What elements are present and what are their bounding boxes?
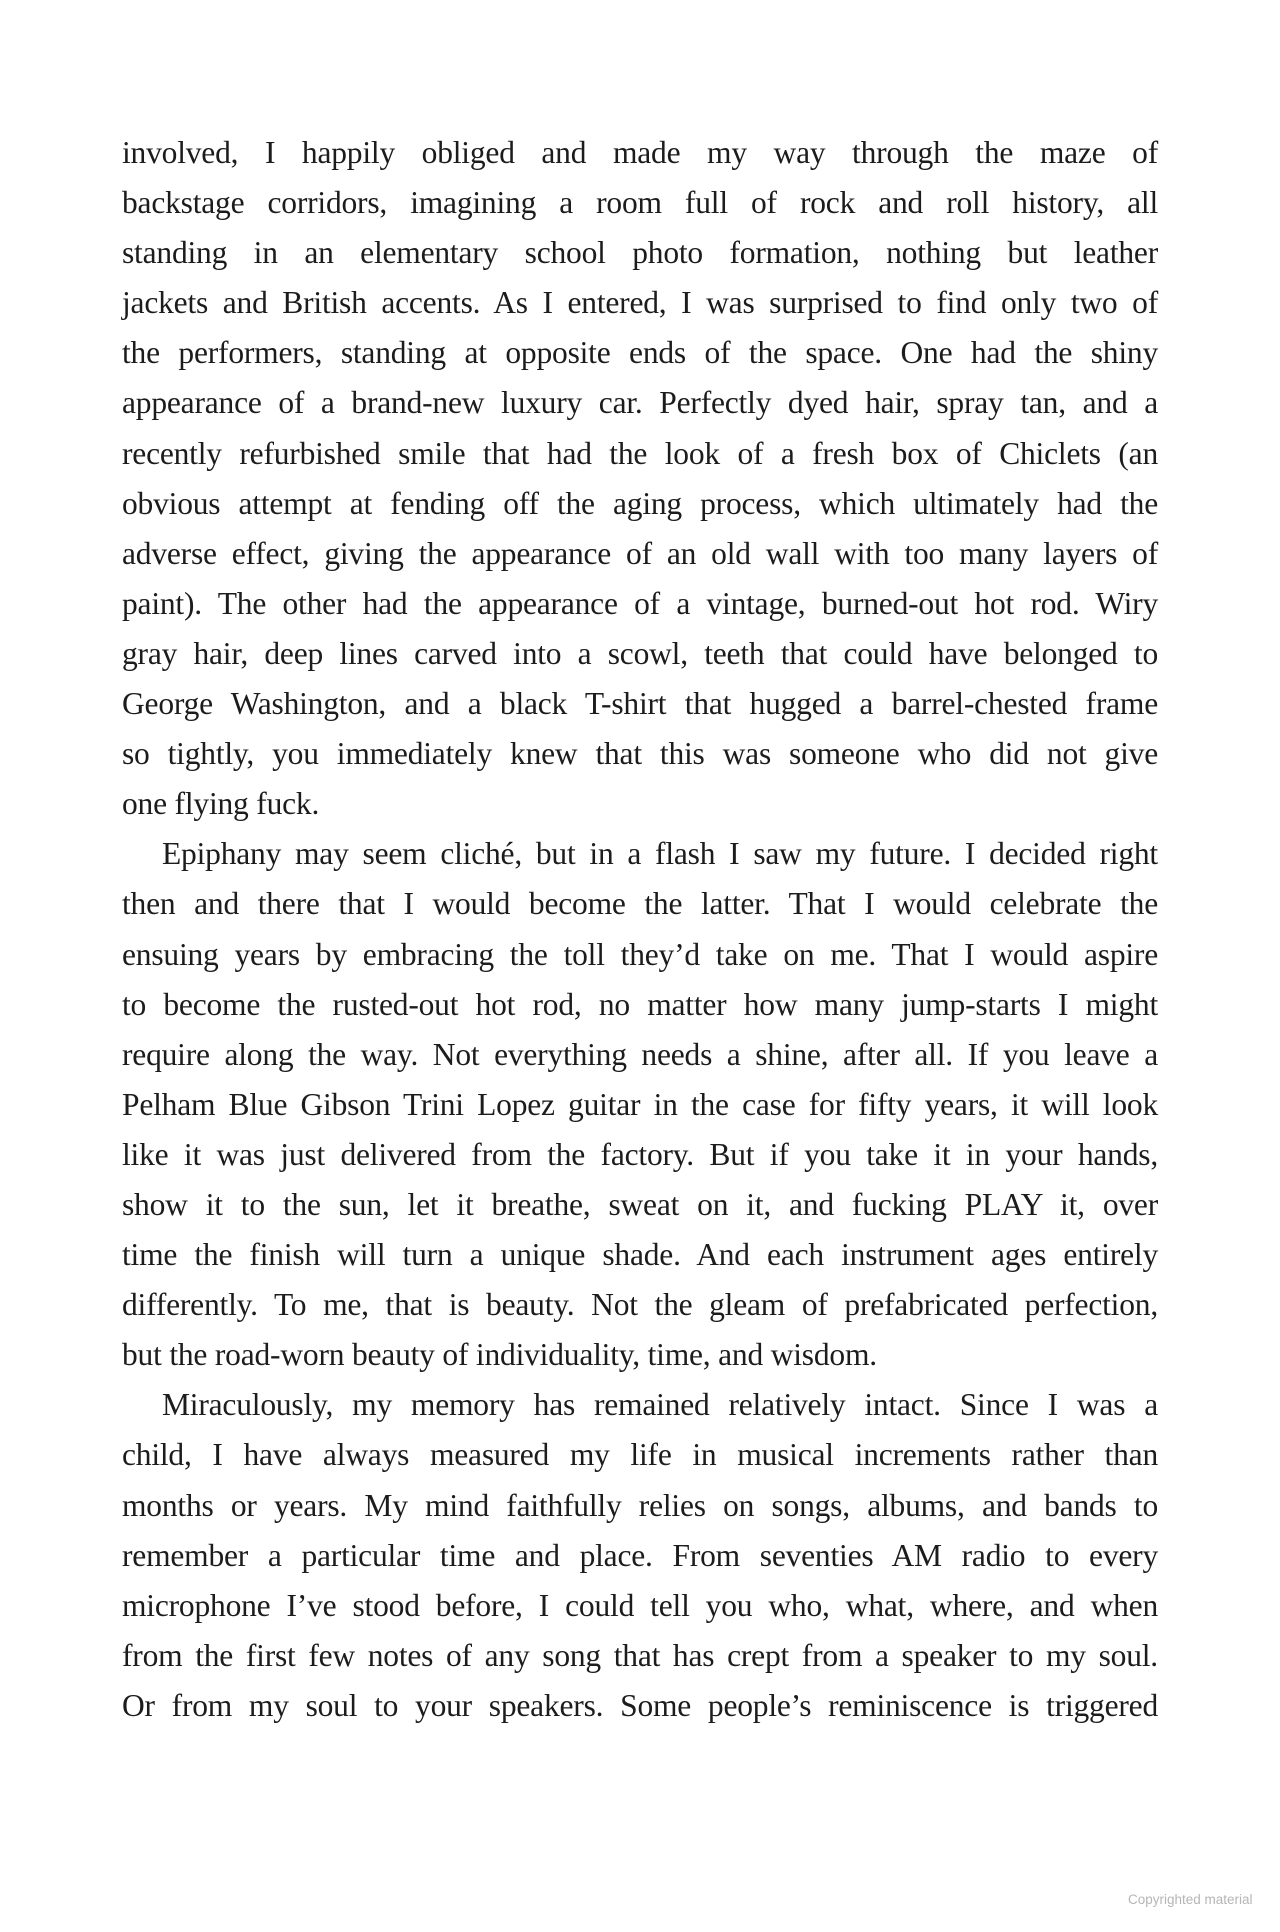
- text-line: then and there that I would become the latter. That I would celebrate the: [122, 886, 1158, 922]
- text-line: Pelham Blue Gibson Trini Lopez guitar in the case for fifty years, it will look: [122, 1086, 1158, 1122]
- text-line: microphone I’ve stood before, I could tell you who, what, where, and when: [122, 1587, 1158, 1623]
- text-line: require along the way. Not everything needs a shine, after all. If you leave a: [122, 1036, 1158, 1072]
- paragraph-1: [122, 128, 1158, 829]
- text-line: child, I have always measured my life in musical increments rather than: [122, 1437, 1158, 1473]
- copyright-watermark: Copyrighted material: [1128, 1892, 1253, 1907]
- book-page-body: [122, 128, 1158, 1731]
- text-line: appearance of a brand-new luxury car. Perfectly dyed hair, spray tan, and a: [122, 385, 1158, 421]
- text-line: differently. To me, that is beauty. Not the gleam of prefabricated perfection,: [122, 1287, 1158, 1323]
- paragraph-3: [122, 1380, 1158, 1731]
- text-line: standing in an elementary school photo formation, nothing but leather: [122, 235, 1158, 271]
- text-line: from the first few notes of any song that has crept from a speaker to my soul.: [122, 1637, 1158, 1673]
- text-line: paint). The other had the appearance of a vintage, burned-out hot rod. Wiry: [122, 585, 1158, 621]
- text-line: remember a particular time and place. From seventies AM radio to every: [122, 1537, 1158, 1573]
- text-line: backstage corridors, imagining a room full of rock and roll history, all: [122, 185, 1158, 221]
- text-line: gray hair, deep lines carved into a scowl, teeth that could have belonged to: [122, 635, 1158, 671]
- text-line: months or years. My mind faithfully relies on songs, albums, and bands to: [122, 1487, 1158, 1523]
- text-line: to become the rusted-out hot rod, no matter how many jump-starts I might: [122, 986, 1158, 1022]
- text-line: ensuing years by embracing the toll they’d take on me. That I would aspire: [122, 936, 1158, 972]
- text-line: jackets and British accents. As I entered, I was surprised to find only two of: [122, 285, 1158, 321]
- text-line: Or from my soul to your speakers. Some people’s reminiscence is triggered: [122, 1687, 1158, 1723]
- text-line: adverse effect, giving the appearance of an old wall with too many layers of: [122, 535, 1158, 571]
- text-line: obvious attempt at fending off the aging process, which ultimately had the: [122, 485, 1158, 521]
- text-line: like it was just delivered from the factory. But if you take it in your hands,: [122, 1136, 1158, 1172]
- text-line: so tightly, you immediately knew that this was someone who did not give: [122, 736, 1158, 772]
- text-line: the performers, standing at opposite ends of the space. One had the shiny: [122, 335, 1158, 371]
- text-line: involved, I happily obliged and made my way through the maze of: [122, 135, 1158, 170]
- text-line: recently refurbished smile that had the look of a fresh box of Chiclets (an: [122, 435, 1158, 471]
- text-line: Miraculously, my memory has remained relatively intact. Since I was a: [162, 1387, 1158, 1423]
- text-line: George Washington, and a black T-shirt that hugged a barrel-chested frame: [122, 686, 1158, 722]
- text-line: but the road-worn beauty of individuality, time, and wisdom.: [122, 1337, 877, 1373]
- text-line: one flying fuck.: [122, 786, 320, 822]
- text-line: Epiphany may seem cliché, but in a flash I saw my future. I decided right: [162, 836, 1158, 872]
- text-line: time the finish will turn a unique shade. And each instrument ages entirely: [122, 1237, 1158, 1273]
- text-line: show it to the sun, let it breathe, sweat on it, and fucking PLAY it, over: [122, 1186, 1158, 1222]
- paragraph-2: [122, 829, 1158, 1380]
